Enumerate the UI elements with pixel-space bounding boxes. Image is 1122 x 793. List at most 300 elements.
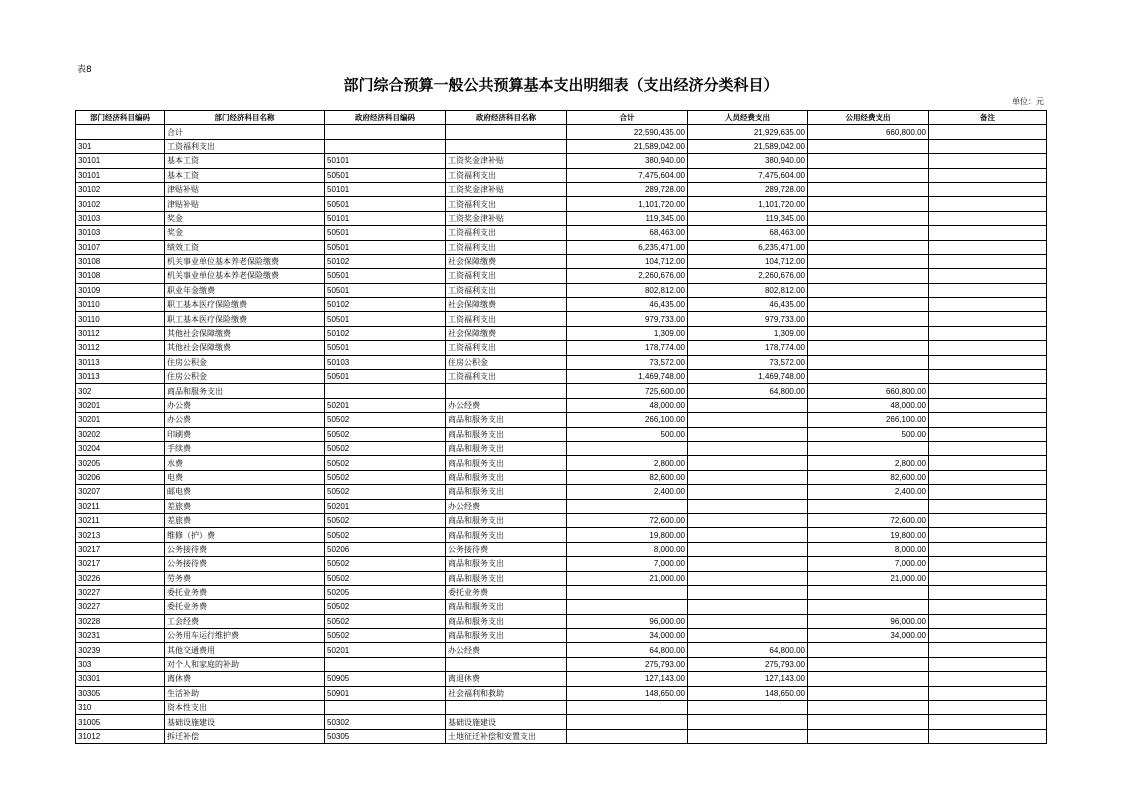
- personnel-cell: [688, 729, 808, 743]
- personnel-cell: [688, 499, 808, 513]
- public-cell: [808, 355, 929, 369]
- public-cell: 266,100.00: [808, 413, 929, 427]
- table-row: [76, 542, 1047, 556]
- total-cell: 104,712.00: [567, 254, 688, 268]
- dept-code-cell: 30108: [76, 269, 165, 283]
- public-cell: [808, 701, 929, 715]
- public-cell: [808, 269, 929, 283]
- table-row: [76, 298, 1047, 312]
- dept-name-cell: 委托业务费: [165, 600, 325, 614]
- personnel-cell: [688, 557, 808, 571]
- gov-code-cell: 50901: [325, 686, 446, 700]
- table-row: [76, 384, 1047, 398]
- public-cell: [808, 326, 929, 340]
- header-gov-name: 政府经济科目名称: [446, 111, 567, 125]
- personnel-cell: [688, 600, 808, 614]
- public-cell: 2,800.00: [808, 456, 929, 470]
- gov-code-cell: [325, 139, 446, 153]
- dept-code-cell: 30112: [76, 326, 165, 340]
- dept-code-cell: 30226: [76, 571, 165, 585]
- note-cell: [929, 197, 1047, 211]
- dept-code-cell: 30110: [76, 312, 165, 326]
- gov-name-cell: 工资福利支出: [446, 312, 567, 326]
- gov-name-cell: 商品和服务支出: [446, 528, 567, 542]
- personnel-cell: 979,733.00: [688, 312, 808, 326]
- dept-name-cell: 资本性支出: [165, 701, 325, 715]
- public-cell: 8,000.00: [808, 542, 929, 556]
- dept-code-cell: 30211: [76, 499, 165, 513]
- personnel-cell: [688, 513, 808, 527]
- personnel-cell: [688, 470, 808, 484]
- gov-code-cell: 50502: [325, 427, 446, 441]
- gov-code-cell: 50102: [325, 298, 446, 312]
- gov-name-cell: 工资福利支出: [446, 283, 567, 297]
- note-cell: [929, 614, 1047, 628]
- gov-code-cell: [325, 125, 446, 139]
- table-row: [76, 485, 1047, 499]
- dept-code-cell: 30108: [76, 254, 165, 268]
- dept-code-cell: 30102: [76, 197, 165, 211]
- table-row: [76, 686, 1047, 700]
- note-cell: [929, 226, 1047, 240]
- personnel-cell: 1,469,748.00: [688, 370, 808, 384]
- total-cell: 6,235,471.00: [567, 240, 688, 254]
- table-row: [76, 398, 1047, 412]
- note-cell: [929, 240, 1047, 254]
- gov-name-cell: 社会福利和救助: [446, 686, 567, 700]
- header-note: 备注: [929, 111, 1047, 125]
- note-cell: [929, 254, 1047, 268]
- note-cell: [929, 441, 1047, 455]
- total-cell: 979,733.00: [567, 312, 688, 326]
- note-cell: [929, 557, 1047, 571]
- total-cell: [567, 499, 688, 513]
- dept-name-cell: 基础设施建设: [165, 715, 325, 729]
- dept-code-cell: 30227: [76, 585, 165, 599]
- table-row: [76, 499, 1047, 513]
- dept-name-cell: 其他交通费用: [165, 643, 325, 657]
- table-row: [76, 614, 1047, 628]
- dept-code-cell: 30205: [76, 456, 165, 470]
- public-cell: 72,600.00: [808, 513, 929, 527]
- gov-name-cell: 商品和服务支出: [446, 470, 567, 484]
- note-cell: [929, 600, 1047, 614]
- dept-name-cell: 委托业务费: [165, 585, 325, 599]
- dept-name-cell: 生活补助: [165, 686, 325, 700]
- total-cell: 266,100.00: [567, 413, 688, 427]
- gov-code-cell: 50502: [325, 571, 446, 585]
- public-cell: 19,800.00: [808, 528, 929, 542]
- dept-name-cell: 津贴补贴: [165, 182, 325, 196]
- dept-name-cell: 绩效工资: [165, 240, 325, 254]
- table-row: [76, 672, 1047, 686]
- table-row: [76, 312, 1047, 326]
- personnel-cell: [688, 571, 808, 585]
- public-cell: [808, 298, 929, 312]
- personnel-cell: 178,774.00: [688, 341, 808, 355]
- gov-name-cell: 公务接待费: [446, 542, 567, 556]
- personnel-cell: [688, 542, 808, 556]
- dept-name-cell: 劳务费: [165, 571, 325, 585]
- total-cell: 119,345.00: [567, 211, 688, 225]
- header-gov-code: 政府经济科目编码: [325, 111, 446, 125]
- gov-name-cell: 商品和服务支出: [446, 614, 567, 628]
- personnel-cell: [688, 614, 808, 628]
- public-cell: [808, 283, 929, 297]
- dept-code-cell: 30202: [76, 427, 165, 441]
- gov-code-cell: 50102: [325, 326, 446, 340]
- table-row: [76, 513, 1047, 527]
- gov-name-cell: 工资福利支出: [446, 197, 567, 211]
- personnel-cell: 802,812.00: [688, 283, 808, 297]
- dept-code-cell: 30201: [76, 413, 165, 427]
- dept-name-cell: 维修（护）费: [165, 528, 325, 542]
- dept-code-cell: 303: [76, 657, 165, 671]
- table-row: [76, 600, 1047, 614]
- table-row: [76, 715, 1047, 729]
- gov-code-cell: 50502: [325, 614, 446, 628]
- total-cell: 148,650.00: [567, 686, 688, 700]
- dept-name-cell: 基本工资: [165, 154, 325, 168]
- dept-code-cell: 30305: [76, 686, 165, 700]
- personnel-cell: [688, 413, 808, 427]
- table-row: [76, 413, 1047, 427]
- dept-code-cell: 30103: [76, 226, 165, 240]
- personnel-cell: 7,475,604.00: [688, 168, 808, 182]
- note-cell: [929, 729, 1047, 743]
- gov-name-cell: 工资福利支出: [446, 240, 567, 254]
- table-id-label: 表8: [77, 65, 92, 75]
- dept-name-cell: 办公费: [165, 398, 325, 412]
- table-row: [76, 326, 1047, 340]
- header-public: 公用经费支出: [808, 111, 929, 125]
- table-row: [76, 154, 1047, 168]
- table-row: [76, 456, 1047, 470]
- public-cell: [808, 154, 929, 168]
- public-cell: 7,000.00: [808, 557, 929, 571]
- personnel-cell: 2,260,676.00: [688, 269, 808, 283]
- dept-name-cell: 手续费: [165, 441, 325, 455]
- dept-code-cell: 30113: [76, 370, 165, 384]
- public-cell: [808, 643, 929, 657]
- gov-code-cell: 50502: [325, 600, 446, 614]
- total-cell: 21,000.00: [567, 571, 688, 585]
- dept-code-cell: 30228: [76, 614, 165, 628]
- total-cell: 46,435.00: [567, 298, 688, 312]
- gov-code-cell: 50501: [325, 370, 446, 384]
- personnel-cell: 275,793.00: [688, 657, 808, 671]
- dept-name-cell: 电费: [165, 470, 325, 484]
- dept-code-cell: [76, 125, 165, 139]
- dept-code-cell: 30101: [76, 154, 165, 168]
- dept-name-cell: 对个人和家庭的补助: [165, 657, 325, 671]
- gov-name-cell: 商品和服务支出: [446, 571, 567, 585]
- personnel-cell: 380,940.00: [688, 154, 808, 168]
- gov-code-cell: 50201: [325, 643, 446, 657]
- note-cell: [929, 571, 1047, 585]
- personnel-cell: [688, 585, 808, 599]
- dept-name-cell: 其他社会保障缴费: [165, 341, 325, 355]
- dept-name-cell: 奖金: [165, 226, 325, 240]
- public-cell: [808, 182, 929, 196]
- personnel-cell: [688, 441, 808, 455]
- table-row: [76, 283, 1047, 297]
- dept-name-cell: 其他社会保障缴费: [165, 326, 325, 340]
- personnel-cell: 68,463.00: [688, 226, 808, 240]
- dept-code-cell: 30204: [76, 441, 165, 455]
- dept-name-cell: 工资福利支出: [165, 139, 325, 153]
- unit-label: 单位：元: [1012, 97, 1044, 106]
- gov-name-cell: 商品和服务支出: [446, 456, 567, 470]
- table-row: [76, 643, 1047, 657]
- table-row: [76, 557, 1047, 571]
- table-row: [76, 254, 1047, 268]
- dept-code-cell: 31005: [76, 715, 165, 729]
- note-cell: [929, 470, 1047, 484]
- dept-name-cell: 公务接待费: [165, 542, 325, 556]
- total-cell: 72,600.00: [567, 513, 688, 527]
- public-cell: 21,000.00: [808, 571, 929, 585]
- total-cell: 82,600.00: [567, 470, 688, 484]
- public-cell: 96,000.00: [808, 614, 929, 628]
- note-cell: [929, 154, 1047, 168]
- dept-code-cell: 31012: [76, 729, 165, 743]
- gov-code-cell: 50501: [325, 312, 446, 326]
- dept-code-cell: 30107: [76, 240, 165, 254]
- dept-code-cell: 30213: [76, 528, 165, 542]
- public-cell: [808, 240, 929, 254]
- gov-name-cell: [446, 657, 567, 671]
- total-cell: 48,000.00: [567, 398, 688, 412]
- total-cell: 2,800.00: [567, 456, 688, 470]
- total-cell: [567, 715, 688, 729]
- gov-code-cell: 50501: [325, 283, 446, 297]
- personnel-cell: 21,929,635.00: [688, 125, 808, 139]
- personnel-cell: [688, 701, 808, 715]
- note-cell: [929, 326, 1047, 340]
- total-cell: [567, 441, 688, 455]
- dept-code-cell: 30113: [76, 355, 165, 369]
- dept-code-cell: 30227: [76, 600, 165, 614]
- header-row: [76, 111, 1047, 125]
- gov-code-cell: 50501: [325, 168, 446, 182]
- gov-name-cell: 商品和服务支出: [446, 557, 567, 571]
- total-cell: 96,000.00: [567, 614, 688, 628]
- note-cell: [929, 341, 1047, 355]
- gov-name-cell: 工资福利支出: [446, 269, 567, 283]
- dept-code-cell: 30110: [76, 298, 165, 312]
- note-cell: [929, 485, 1047, 499]
- public-cell: [808, 139, 929, 153]
- note-cell: [929, 355, 1047, 369]
- gov-code-cell: 50103: [325, 355, 446, 369]
- total-cell: 64,800.00: [567, 643, 688, 657]
- personnel-cell: [688, 629, 808, 643]
- personnel-cell: 104,712.00: [688, 254, 808, 268]
- gov-code-cell: 50205: [325, 585, 446, 599]
- gov-code-cell: 50101: [325, 154, 446, 168]
- gov-name-cell: 工资奖金津补贴: [446, 211, 567, 225]
- total-cell: 7,000.00: [567, 557, 688, 571]
- dept-name-cell: 奖金: [165, 211, 325, 225]
- gov-code-cell: 50302: [325, 715, 446, 729]
- gov-name-cell: 办公经费: [446, 398, 567, 412]
- dept-name-cell: 离休费: [165, 672, 325, 686]
- public-cell: [808, 441, 929, 455]
- table-row: [76, 182, 1047, 196]
- dept-name-cell: 住房公积金: [165, 355, 325, 369]
- gov-name-cell: 委托业务费: [446, 585, 567, 599]
- note-cell: [929, 513, 1047, 527]
- public-cell: 34,000.00: [808, 629, 929, 643]
- gov-name-cell: 商品和服务支出: [446, 600, 567, 614]
- gov-code-cell: 50101: [325, 182, 446, 196]
- note-cell: [929, 643, 1047, 657]
- total-cell: [567, 600, 688, 614]
- note-cell: [929, 585, 1047, 599]
- gov-name-cell: 社会保障缴费: [446, 326, 567, 340]
- table-row: [76, 240, 1047, 254]
- public-cell: [808, 686, 929, 700]
- total-cell: 725,600.00: [567, 384, 688, 398]
- total-cell: [567, 701, 688, 715]
- gov-name-cell: 商品和服务支出: [446, 485, 567, 499]
- note-cell: [929, 312, 1047, 326]
- total-cell: 7,475,604.00: [567, 168, 688, 182]
- personnel-cell: 127,143.00: [688, 672, 808, 686]
- gov-code-cell: 50501: [325, 226, 446, 240]
- personnel-cell: 1,309.00: [688, 326, 808, 340]
- dept-name-cell: 机关事业单位基本养老保险缴费: [165, 269, 325, 283]
- total-cell: 802,812.00: [567, 283, 688, 297]
- personnel-cell: [688, 715, 808, 729]
- gov-name-cell: [446, 701, 567, 715]
- total-cell: 1,309.00: [567, 326, 688, 340]
- note-cell: [929, 139, 1047, 153]
- total-cell: 127,143.00: [567, 672, 688, 686]
- gov-name-cell: 离退休费: [446, 672, 567, 686]
- total-cell: 500.00: [567, 427, 688, 441]
- gov-name-cell: 商品和服务支出: [446, 427, 567, 441]
- public-cell: [808, 585, 929, 599]
- dept-name-cell: 拆迁补偿: [165, 729, 325, 743]
- gov-code-cell: [325, 384, 446, 398]
- note-cell: [929, 398, 1047, 412]
- gov-name-cell: 基础设施建设: [446, 715, 567, 729]
- header-dept-name: 部门经济科目名称: [165, 111, 325, 125]
- dept-name-cell: 职工基本医疗保险缴费: [165, 312, 325, 326]
- dept-code-cell: 30112: [76, 341, 165, 355]
- gov-name-cell: 社会保障缴费: [446, 254, 567, 268]
- dept-code-cell: 30301: [76, 672, 165, 686]
- public-cell: [808, 341, 929, 355]
- dept-code-cell: 30207: [76, 485, 165, 499]
- table-row: [76, 427, 1047, 441]
- dept-name-cell: 商品和服务支出: [165, 384, 325, 398]
- table-row: [76, 441, 1047, 455]
- table-row: [76, 701, 1047, 715]
- gov-name-cell: 办公经费: [446, 499, 567, 513]
- table-row: [76, 729, 1047, 743]
- total-cell: 73,572.00: [567, 355, 688, 369]
- total-cell: [567, 585, 688, 599]
- dept-name-cell: 合计: [165, 125, 325, 139]
- gov-code-cell: 50101: [325, 211, 446, 225]
- total-cell: 178,774.00: [567, 341, 688, 355]
- dept-code-cell: 30206: [76, 470, 165, 484]
- table-row: [76, 269, 1047, 283]
- gov-name-cell: 工资福利支出: [446, 168, 567, 182]
- dept-name-cell: 公务接待费: [165, 557, 325, 571]
- note-cell: [929, 283, 1047, 297]
- budget-table: [75, 110, 1047, 744]
- gov-code-cell: 50501: [325, 341, 446, 355]
- personnel-cell: [688, 398, 808, 412]
- table-row: [76, 197, 1047, 211]
- gov-code-cell: [325, 657, 446, 671]
- dept-code-cell: 30217: [76, 542, 165, 556]
- gov-name-cell: 商品和服务支出: [446, 513, 567, 527]
- dept-name-cell: 邮电费: [165, 485, 325, 499]
- total-cell: 8,000.00: [567, 542, 688, 556]
- public-cell: [808, 254, 929, 268]
- gov-code-cell: [325, 701, 446, 715]
- gov-name-cell: 商品和服务支出: [446, 441, 567, 455]
- gov-code-cell: 50502: [325, 470, 446, 484]
- public-cell: [808, 211, 929, 225]
- note-cell: [929, 672, 1047, 686]
- total-cell: [567, 729, 688, 743]
- table-row: [76, 571, 1047, 585]
- public-cell: 82,600.00: [808, 470, 929, 484]
- note-cell: [929, 499, 1047, 513]
- dept-code-cell: 302: [76, 384, 165, 398]
- gov-code-cell: 50502: [325, 441, 446, 455]
- table-row: [76, 657, 1047, 671]
- gov-code-cell: 50102: [325, 254, 446, 268]
- table-row: [76, 629, 1047, 643]
- personnel-cell: [688, 528, 808, 542]
- dept-name-cell: 住房公积金: [165, 370, 325, 384]
- gov-code-cell: 50201: [325, 398, 446, 412]
- table-row: [76, 528, 1047, 542]
- personnel-cell: 64,800.00: [688, 643, 808, 657]
- public-cell: [808, 715, 929, 729]
- dept-code-cell: 310: [76, 701, 165, 715]
- total-cell: 275,793.00: [567, 657, 688, 671]
- dept-name-cell: 职业年金缴费: [165, 283, 325, 297]
- total-cell: 34,000.00: [567, 629, 688, 643]
- total-cell: 1,101,720.00: [567, 197, 688, 211]
- gov-code-cell: 50502: [325, 629, 446, 643]
- dept-code-cell: 30231: [76, 629, 165, 643]
- header-personnel: 人员经费支出: [688, 111, 808, 125]
- note-cell: [929, 413, 1047, 427]
- table-row: [76, 211, 1047, 225]
- table-row: [76, 585, 1047, 599]
- total-cell: 22,590,435.00: [567, 125, 688, 139]
- total-cell: 68,463.00: [567, 226, 688, 240]
- table-body: [76, 125, 1047, 744]
- note-cell: [929, 701, 1047, 715]
- gov-code-cell: 50501: [325, 240, 446, 254]
- public-cell: [808, 168, 929, 182]
- dept-name-cell: 津贴补贴: [165, 197, 325, 211]
- note-cell: [929, 370, 1047, 384]
- public-cell: 660,800.00: [808, 125, 929, 139]
- personnel-cell: 148,650.00: [688, 686, 808, 700]
- dept-code-cell: 30217: [76, 557, 165, 571]
